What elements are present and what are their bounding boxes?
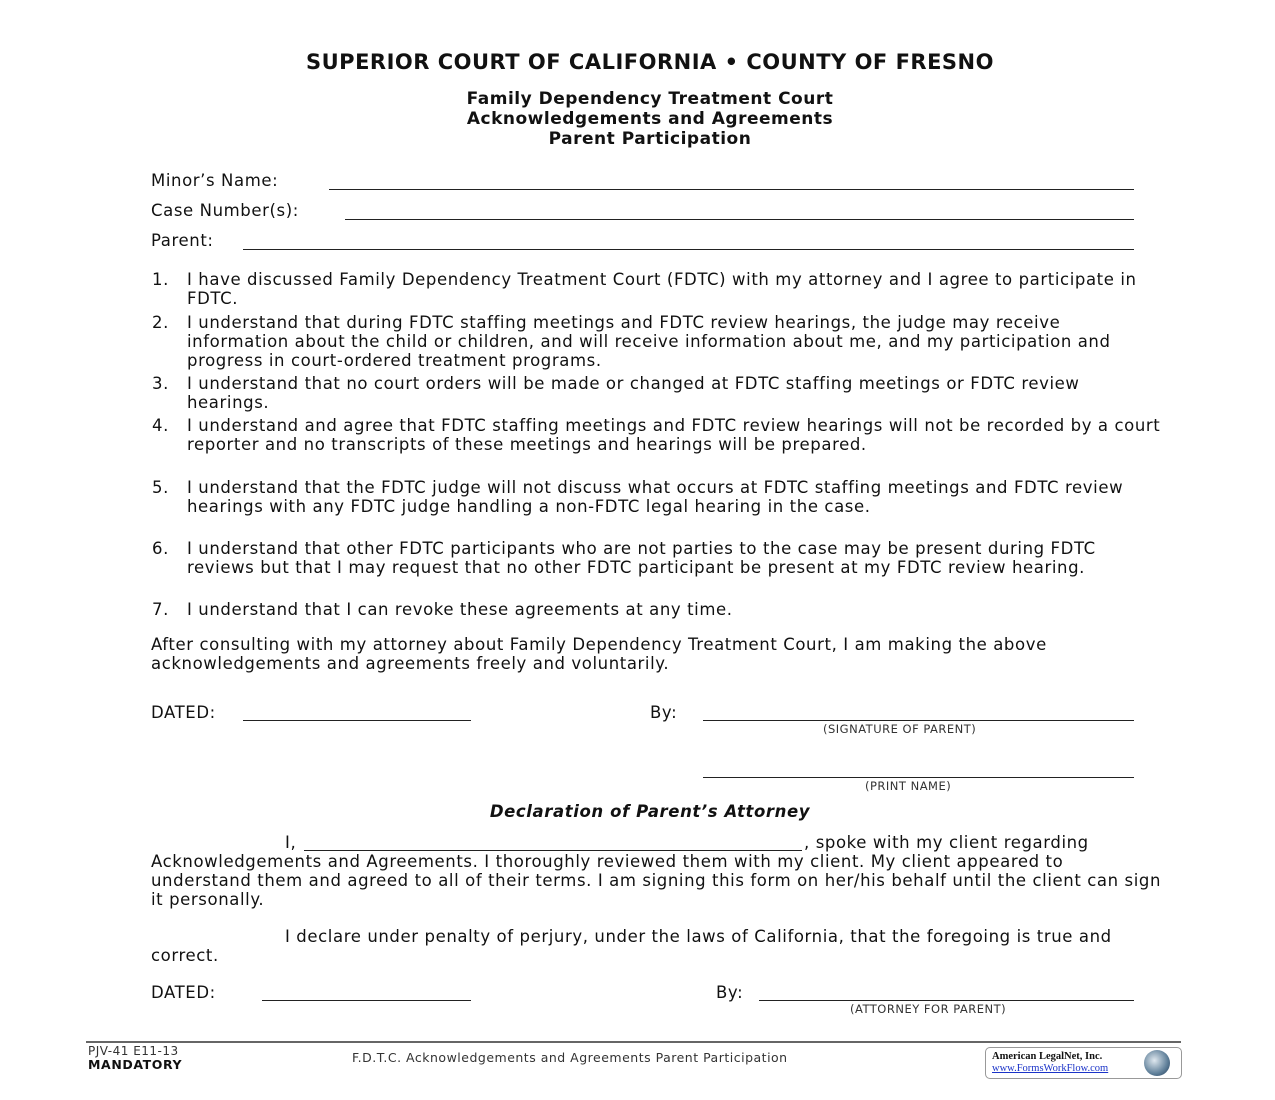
footer-divider: [86, 1041, 1181, 1043]
closing-statement: After consulting with my attorney about Family Dependency Treatment Court, I am making the above acknowledgements and agreements freely and voluntarily.: [151, 635, 1047, 673]
item-number: 1.: [152, 270, 169, 289]
item-number: 3.: [152, 374, 169, 393]
logo-name: American LegalNet, Inc.: [992, 1051, 1103, 1062]
declaration-text: , spoke with my client regarding: [804, 833, 1089, 852]
print-name-field[interactable]: [703, 777, 1134, 778]
list-item: [152, 416, 1162, 454]
attorney-name-field[interactable]: [304, 850, 802, 851]
item-number: 6.: [152, 539, 169, 558]
item-text: I understand that during FDTC staffing meetings and FDTC review hearings, the judge may receive information about the child or children, and will receive information about me, and my participation and progress in court-ordered treatment programs.: [187, 313, 1111, 370]
by-label: By:: [650, 703, 678, 722]
declaration-text: Acknowledgements and Agreements. I thoroughly reviewed them with my client. My client appeared to understand them and agreed to all of their terms. I am signing this form on her/his behalf until the client can sign it personally.: [151, 852, 1162, 909]
list-item: [152, 478, 1162, 516]
item-text: I understand that no court orders will be made or changed at FDTC staffing meetings or FDTC review hearings.: [187, 374, 1080, 412]
dated-field[interactable]: [243, 720, 471, 721]
parent-field[interactable]: [243, 249, 1134, 250]
item-text: I understand that the FDTC judge will not discuss what occurs at FDTC staffing meetings and FDTC review hearings with any FDTC judge handling a non-FDTC legal hearing in the case.: [187, 478, 1124, 516]
minor-name-field[interactable]: [329, 189, 1134, 190]
declaration-i: I,: [285, 833, 297, 852]
form-code: PJV-41 E11-13: [88, 1044, 179, 1058]
form-subtitle: Parent Participation: [548, 129, 752, 149]
item-number: 7.: [152, 600, 169, 619]
logo-link[interactable]: www.FormsWorkFlow.com: [992, 1063, 1109, 1074]
list-item: [152, 600, 1162, 619]
mandatory-label: MANDATORY: [88, 1057, 183, 1072]
list-item: [152, 539, 1162, 577]
item-number: 5.: [152, 478, 169, 497]
minor-name-label: Minor’s Name:: [151, 171, 279, 190]
perjury-statement: I declare under penalty of perjury, under the laws of California, that the foregoing is true and correct.: [151, 927, 1112, 965]
parent-label: Parent:: [151, 231, 214, 250]
form-subtitle: Acknowledgements and Agreements: [466, 109, 834, 129]
declaration-heading: Declaration of Parent’s Attorney: [489, 802, 811, 821]
list-item: [152, 270, 1162, 308]
item-text: I understand and agree that FDTC staffing meetings and FDTC review hearings will not be recorded by a court reporter and no transcripts of these meetings and hearings will be prepared.: [187, 416, 1161, 454]
item-text: I have discussed Family Dependency Treatment Court (FDTC) with my attorney and I agree to participate in FDTC.: [187, 270, 1137, 308]
attorney-caption: (ATTORNEY FOR PARENT): [850, 1002, 1007, 1016]
case-number-field[interactable]: [345, 219, 1134, 220]
print-name-caption: (PRINT NAME): [865, 779, 952, 793]
item-text: I understand that other FDTC participants who are not parties to the case may be present during FDTC reviews but that I may request that no other FDTC participant be present at my FDTC review hearing.: [187, 539, 1096, 577]
attorney-signature-field[interactable]: [759, 1000, 1134, 1001]
american-legalnet-logo[interactable]: [985, 1047, 1182, 1079]
footer-title: F.D.T.C. Acknowledgements and Agreements Parent Participation: [352, 1050, 788, 1065]
dated-label: DATED:: [151, 703, 216, 722]
item-number: 2.: [152, 313, 169, 332]
court-title: SUPERIOR COURT OF CALIFORNIA • COUNTY OF FRESNO: [306, 50, 994, 74]
item-number: 4.: [152, 416, 169, 435]
case-number-label: Case Number(s):: [151, 201, 299, 220]
item-text: I understand that I can revoke these agreements at any time.: [187, 600, 733, 619]
form-subtitle: Family Dependency Treatment Court: [466, 89, 834, 109]
list-item: [152, 374, 1162, 412]
globe-icon: [1144, 1050, 1170, 1076]
signature-caption: (SIGNATURE OF PARENT): [823, 722, 977, 736]
list-item: [152, 313, 1162, 370]
by-label: By:: [716, 983, 744, 1002]
parent-signature-field[interactable]: [703, 720, 1134, 721]
attorney-dated-field[interactable]: [262, 1000, 471, 1001]
dated-label: DATED:: [151, 983, 216, 1002]
